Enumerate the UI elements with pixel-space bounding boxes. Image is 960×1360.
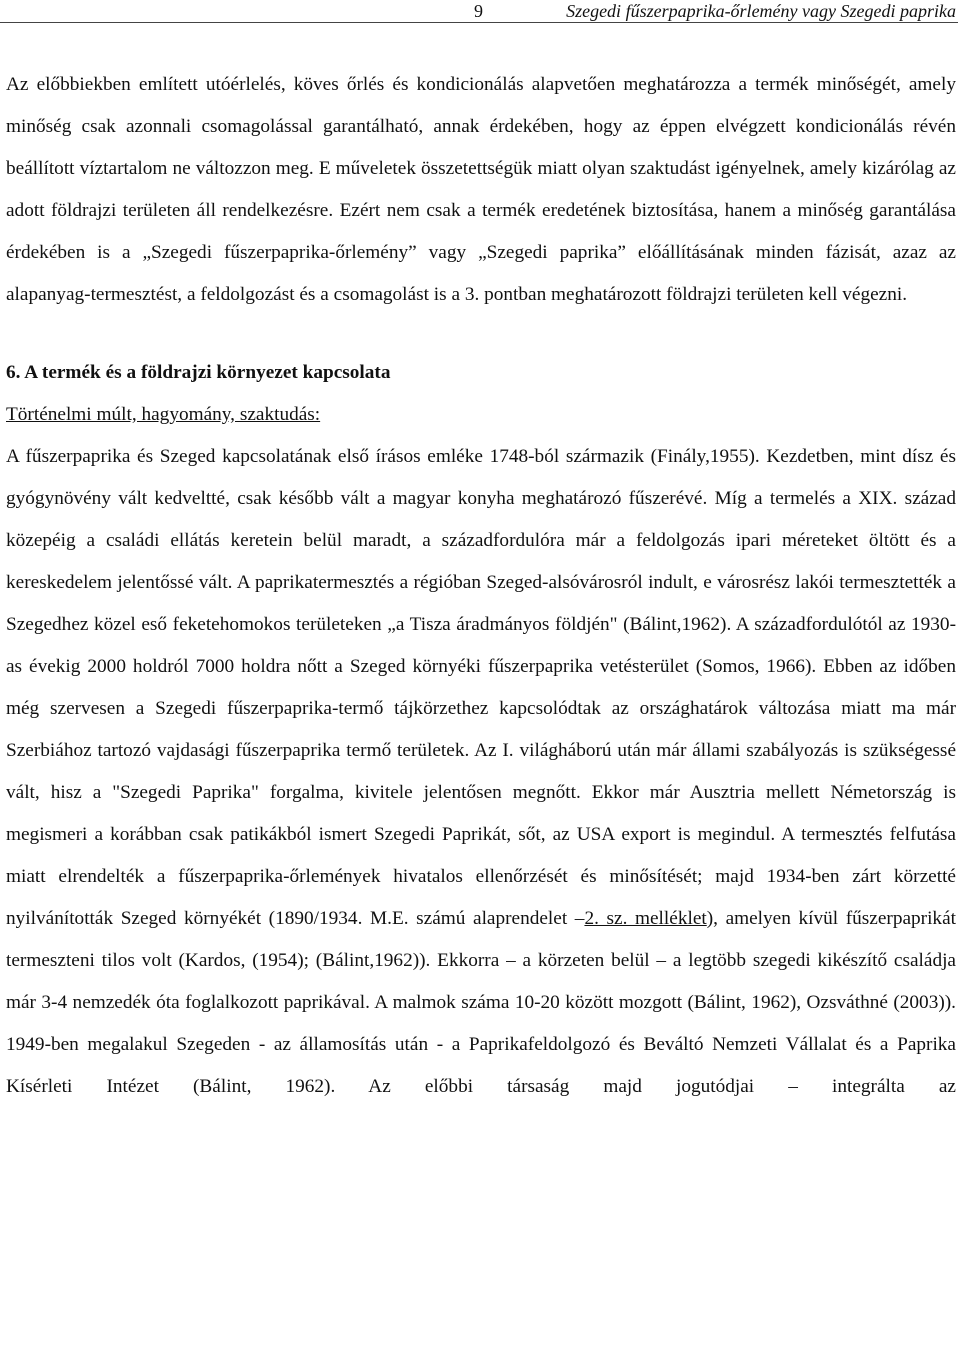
history-text-part2: ), amelyen kívül fűszerpaprikát termeszteni tilos volt (Kardos, (1954); (Bálint,1962)). Ekkorra – a körzeten belül – a legtöbb szegedi kikészítő családja már 3-4 nemzedék óta foglalkozott paprikával. A malmok száma 10-20 között mozgott (Bálint, 1962), Ozsváthné (2003)). 1949-ben megalakul Szegeden - az államosítás után - a Paprikafeldolgozó és Beváltó Nemzeti Vállalat és a Paprika Kísérleti Intézet (Bálint, 1962). Az előbbi társaság majd jogutódjai – integrálta az [6,908,956,1097]
page-header [0,0,958,23]
paragraph-intro: Az előbbiekben említett utóérlelés, köves őrlés és kondicionálás alapvetően meghatározza a termék minőségét, amely minőség csak azonnali csomagolással garantálható, annak érdekében, hogy az éppen elvégzett kondicionálás révén beállított víztartalom ne változzon meg. E műveletek összetettségük miatt olyan szaktudást igényelnek, amely kizárólag az adott földrajzi területen áll rendelkezésre. Ezért nem csak a termék eredetének biztosítása, hanem a minőség garantálása érdekében is a „Szegedi fűszerpaprika-őrlemény” vagy „Szegedi paprika” előállításának minden fázisát, azaz az alapanyag-termesztést, a feldolgozást és a csomagolást is a 3. pontban meghatározott földrajzi területen kell végezni. [6,74,956,305]
section-heading: 6. A termék és a földrajzi környezet kapcsolata [6,362,391,383]
paragraph-history [6,436,956,1108]
document-body [6,64,956,1108]
page-number: 9 [474,1,483,21]
history-text-part1: A fűszerpaprika és Szeged kapcsolatának első írásos emléke 1748-ból származik (Finály,1955). Kezdetben, mint dísz és gyógynövény vált kedveltté, csak később vált a magyar konyha meghatározó fűszerévé. Míg a termelés a XIX. század közepéig a családi ellátás keretein belül maradt, a századfordulóra már a feldolgozás ipari méreteket öltött és a kereskedelem jelentőssé vált. A paprikatermesztés a régióban Szeged-alsóvárosról indult, e városrész lakói termesztették a Szegedhez közel eső feketehomokos területeken „a Tisza áradmányos földjén" (Bálint,1962). A századfordulótól az 1930-as évekig 2000 holdról 7000 holdra nőtt a Szeged környéki fűszerpaprika vetésterület (Somos, 1966). Ebben az időben még szervesen a Szegedi fűszerpaprika-termő tájkörzethez kapcsolódtak az országhatárok változása miatt ma már Szerbiához tartozó vajdasági fűszerpaprika termő területek. Az I. világháború után már állami szabályozás is szükségessé vált, hisz a "Szegedi Paprika" forgalma, kivitele jelentősen megnőtt. Ekkor már Ausztria mellett Németország is megismeri a korábban csak patikákból ismert Szegedi Paprikát, sőt, az USA export is megindul. A termesztés felfutása miatt elrendelték a fűszerpaprika-őrlemények hivatalos ellenőrzését és minősítését; majd 1934-ben zárt körzetté nyilvánították Szeged környékét (1890/1934. M.E. számú alaprendelet – [6,446,956,929]
annex-reference-link[interactable]: 2. sz. melléklet [584,908,707,929]
running-title: Szegedi fűszerpaprika-őrlemény vagy Szegedi paprika [566,1,956,21]
paragraph-spacer [6,316,956,352]
section-subheading: Történelmi múlt, hagyomány, szaktudás: [6,404,321,425]
